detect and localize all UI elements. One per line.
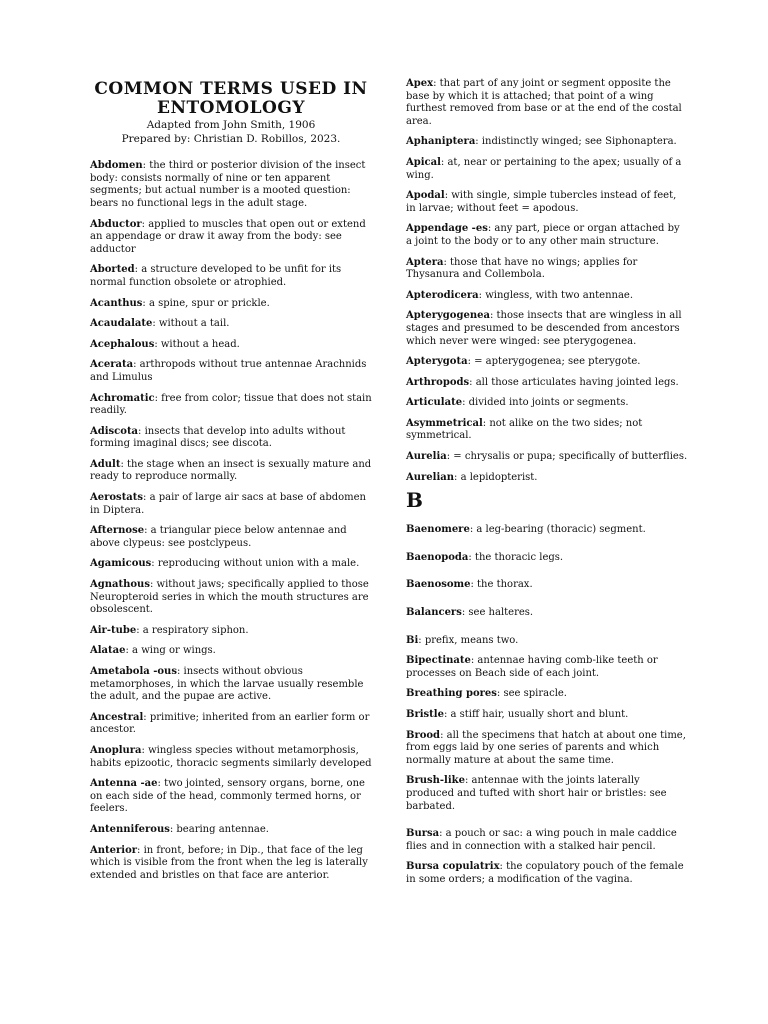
glossary-entry — [406, 635, 688, 648]
entry-term: Baenopoda — [406, 551, 469, 563]
entry-definition: : free from color; tissue that does not stain readily. — [90, 392, 372, 417]
glossary-entry — [406, 418, 688, 443]
entry-definition: : a leg-bearing (thoracic) segment. — [469, 524, 646, 536]
entry-term: Ametabola -ous — [90, 666, 177, 677]
entry-term: Apical — [406, 156, 441, 168]
entry-term: Afternose — [90, 525, 145, 537]
glossary-entry — [90, 339, 372, 352]
entry-term: Bi — [406, 634, 419, 646]
glossary-entry — [406, 310, 688, 348]
section-heading-b: B — [406, 488, 423, 513]
entry-term: Aerostats — [90, 492, 144, 504]
entry-definition: : reproducing without union with a male. — [151, 558, 360, 570]
left-column — [90, 80, 372, 882]
glossary-entry — [406, 730, 688, 768]
entry-definition: : without jaws; specifically applied to those Neuropteroid series in which the mouth structures are obsolescent. — [90, 579, 369, 616]
entry-term: Agamicous — [90, 558, 152, 570]
entry-definition: : not alike on the two sides; not symmetrical. — [406, 417, 643, 442]
entry-term: Bristle — [406, 709, 444, 720]
glossary-entry — [406, 524, 688, 537]
glossary-entry — [406, 828, 688, 853]
glossary-entry — [406, 688, 688, 701]
entry-term: Apterodicera — [406, 289, 479, 301]
entry-term: Anoplura — [90, 744, 142, 756]
entry-term: Aurelia — [406, 451, 447, 463]
glossary-entry — [406, 377, 688, 390]
entry-definition: : in front, before; in Dip., that face of the leg which is visible from the front when the leg is laterally extended and bristles on that face are anterior. — [90, 844, 368, 881]
glossary-entry — [406, 709, 688, 722]
glossary-entry — [90, 666, 372, 704]
entry-definition: : wingless species without metamorphosis, habits epizootic, thoracic segments similarly developed — [90, 744, 372, 769]
glossary-entry — [406, 223, 688, 248]
entry-term: Apterygota — [406, 356, 468, 368]
entry-definition: : at, near or pertaining to the apex; usually of a wing. — [406, 156, 682, 181]
entry-definition: : a structure developed to be unfit for its normal function obsolete or atrophied. — [90, 264, 342, 288]
entry-definition: : wingless, with two antennae. — [478, 289, 634, 301]
glossary-entry — [406, 356, 688, 369]
glossary-entry — [90, 579, 372, 617]
glossary-entry — [90, 160, 372, 210]
document-title — [90, 80, 372, 118]
entry-definition: : the third or posterior division of the insect body: consists normally of nine or ten apparent segments; but actual number is a mooted question: bears no functional legs in the adult stage. — [90, 160, 366, 209]
entry-definition: : insects that develop into adults without forming imaginal discs; see discota. — [90, 425, 346, 450]
entry-term: Appendage -es — [406, 223, 488, 235]
glossary-entry — [406, 257, 688, 282]
entry-term: Bipectinate — [406, 655, 471, 667]
glossary-entry — [90, 393, 372, 418]
entry-term: Balancers — [406, 607, 462, 619]
entry-definition: : applied to muscles that open out or extend an appendage or draw it away from the body: see adductor — [90, 218, 366, 255]
entry-definition: : without a head. — [154, 338, 240, 350]
adapted-from-line: Adapted from John Smith, 1906 — [146, 119, 316, 131]
entry-definition: : the thorax. — [470, 579, 533, 591]
entry-term: Antenna -ae — [90, 778, 158, 790]
entry-definition: : antennae having comb-like teeth or processes on Beach side of each joint. — [406, 655, 658, 679]
glossary-entry — [406, 190, 688, 215]
glossary-entry — [90, 219, 372, 257]
entry-term: Agnathous — [90, 579, 150, 591]
glossary-entry — [406, 136, 688, 149]
glossary-entry — [406, 607, 688, 620]
entry-term: Ancestral — [90, 711, 144, 723]
entry-term: Aphaniptera — [406, 136, 476, 148]
entry-term: Apodal — [406, 190, 445, 202]
entry-definition: : divided into joints or segments. — [462, 397, 629, 409]
entry-definition: : without a tail. — [152, 318, 230, 330]
glossary-entry — [90, 359, 372, 384]
entry-term: Aborted — [90, 264, 135, 276]
entry-term: Breathing pores — [406, 688, 497, 700]
entry-term: Baenosome — [406, 579, 471, 591]
entry-definition: : = chrysalis or pupa; specifically of butterflies. — [446, 451, 688, 463]
glossary-entry — [90, 492, 372, 517]
entry-term: Aurelian — [406, 471, 455, 483]
entry-definition: : those insects that are wingless in all stages and presumed to be descended from ancestors which never were winged: see pterygogenea. — [406, 310, 682, 347]
glossary-entry — [90, 318, 372, 331]
glossary-entry — [90, 645, 372, 658]
glossary-entry — [90, 824, 372, 837]
entry-definition: : two jointed, sensory organs, borne, one on each side of the head, commonly termed horns, or feelers. — [90, 778, 365, 815]
title-line-2: ENTOMOLOGY — [157, 98, 305, 118]
entry-term: Anterior — [90, 844, 138, 856]
entry-term: Abductor — [90, 218, 142, 230]
entry-definition: : primitive; inherited from an earlier form or ancestor. — [90, 711, 370, 736]
entry-definition: : the copulatory pouch of the female in some orders; a modification of the vagina. — [406, 861, 684, 885]
entry-definition: : with single, simple tubercles instead of feet, in larvae; without feet = apodous. — [406, 190, 677, 214]
entry-definition: : a triangular piece below antennae and above clypeus: see postclypeus. — [90, 525, 347, 549]
entry-definition: : arthropods without true antennae Arachnids and Limulus — [90, 359, 367, 383]
entry-term: Acanthus — [90, 297, 143, 309]
glossary-entry — [406, 775, 688, 813]
entry-term: Bursa — [406, 828, 440, 840]
right-column — [406, 78, 688, 887]
glossary-entry — [406, 472, 688, 485]
entry-definition: : the stage when an insect is sexually mature and ready to reproduce normally. — [90, 458, 372, 483]
entry-definition: : a pouch or sac: a wing pouch in male caddice flies and in connection with a stalked hair pencil. — [406, 828, 677, 852]
entry-term: Alatae — [90, 645, 126, 657]
glossary-entry — [406, 552, 688, 565]
glossary-entry — [406, 655, 688, 680]
entry-definition: : see spiracle. — [496, 688, 567, 700]
entry-term: Acaudalate — [90, 318, 153, 330]
entry-term: Baenomere — [406, 524, 470, 536]
entry-term: Arthropods — [406, 376, 470, 388]
entry-definition: : indistinctly winged; see Siphonaptera. — [475, 136, 677, 148]
entry-definition: : all those articulates having jointed legs. — [469, 376, 679, 388]
entry-term: Abdomen — [90, 160, 143, 172]
title-line-1: COMMON TERMS USED IN — [94, 79, 368, 99]
entry-definition: : see halteres. — [461, 607, 534, 619]
glossary-entry — [90, 625, 372, 638]
glossary-entry — [406, 861, 688, 886]
entry-definition: : that part of any joint or segment opposite the base by which it is attached; that point of a wing furthest removed from base or at the end of the costal area. — [406, 78, 682, 127]
glossary-entry — [406, 579, 688, 592]
entry-term: Adult — [90, 458, 121, 470]
entry-definition: : insects without obvious metamorphoses, in which the larvae usually resemble the adult, and the pupae are active. — [90, 666, 364, 703]
entry-definition: : a wing or wings. — [125, 645, 216, 657]
entry-definition: : the thoracic legs. — [468, 551, 564, 563]
glossary-entry — [90, 426, 372, 451]
entry-term: Acephalous — [90, 338, 155, 350]
prepared-by-line: Prepared by: Christian D. Robillos, 2023. — [121, 132, 341, 145]
entry-term: Antenniferous — [90, 823, 170, 835]
entry-term: Acerata — [90, 359, 134, 371]
glossary-entry — [406, 78, 688, 128]
glossary-entry — [90, 298, 372, 311]
entry-term: Apterygogenea — [406, 310, 490, 322]
entry-definition: : those that have no wings; applies for Thysanura and Collembola. — [406, 256, 638, 281]
glossary-entry — [406, 397, 688, 410]
entry-definition: : all the specimens that hatch at about one time, from eggs laid by one series of parents and which normally mature at about the same time. — [406, 729, 686, 766]
entry-term: Brood — [406, 729, 441, 741]
entry-term: Articulate — [406, 397, 463, 409]
glossary-entry — [406, 157, 688, 182]
glossary-entry — [406, 451, 688, 464]
entry-term: Brush-like — [406, 775, 465, 787]
entry-term: Achromatic — [90, 392, 155, 404]
glossary-entry — [90, 525, 372, 550]
entry-term: Adiscota — [90, 425, 139, 437]
entry-term: Aptera — [406, 256, 444, 268]
entry-definition: : prefix, means two. — [418, 634, 519, 646]
glossary-entry — [90, 459, 372, 484]
entry-definition: : bearing antennae. — [169, 823, 269, 835]
glossary-entry — [90, 712, 372, 737]
entry-definition: : a respiratory siphon. — [136, 624, 249, 636]
entry-definition: : antennae with the joints laterally produced and tufted with short hair or bristles: see barbated. — [406, 775, 667, 812]
entry-definition: : a spine, spur or prickle. — [142, 297, 270, 309]
entry-term: Air-tube — [90, 624, 137, 636]
entry-definition: : a lepidopterist. — [454, 471, 538, 483]
glossary-entry — [90, 745, 372, 770]
entry-definition: : a stiff hair, usually short and blunt. — [443, 709, 629, 720]
glossary-entry — [90, 558, 372, 571]
entry-definition: : any part, piece or organ attached by a joint to the body or to any other main structure. — [406, 223, 680, 247]
entry-term: Apex — [406, 78, 434, 89]
glossary-entry — [90, 778, 372, 816]
glossary-entry — [406, 290, 688, 303]
glossary-entry — [90, 264, 372, 289]
glossary-entry — [90, 845, 372, 883]
entry-term: Bursa copulatrix — [406, 861, 500, 873]
entry-definition: : = apterygogenea; see pterygote. — [467, 356, 641, 368]
entry-definition: : a pair of large air sacs at base of abdomen in Diptera. — [90, 492, 366, 516]
entry-term: Asymmetrical — [406, 417, 483, 429]
